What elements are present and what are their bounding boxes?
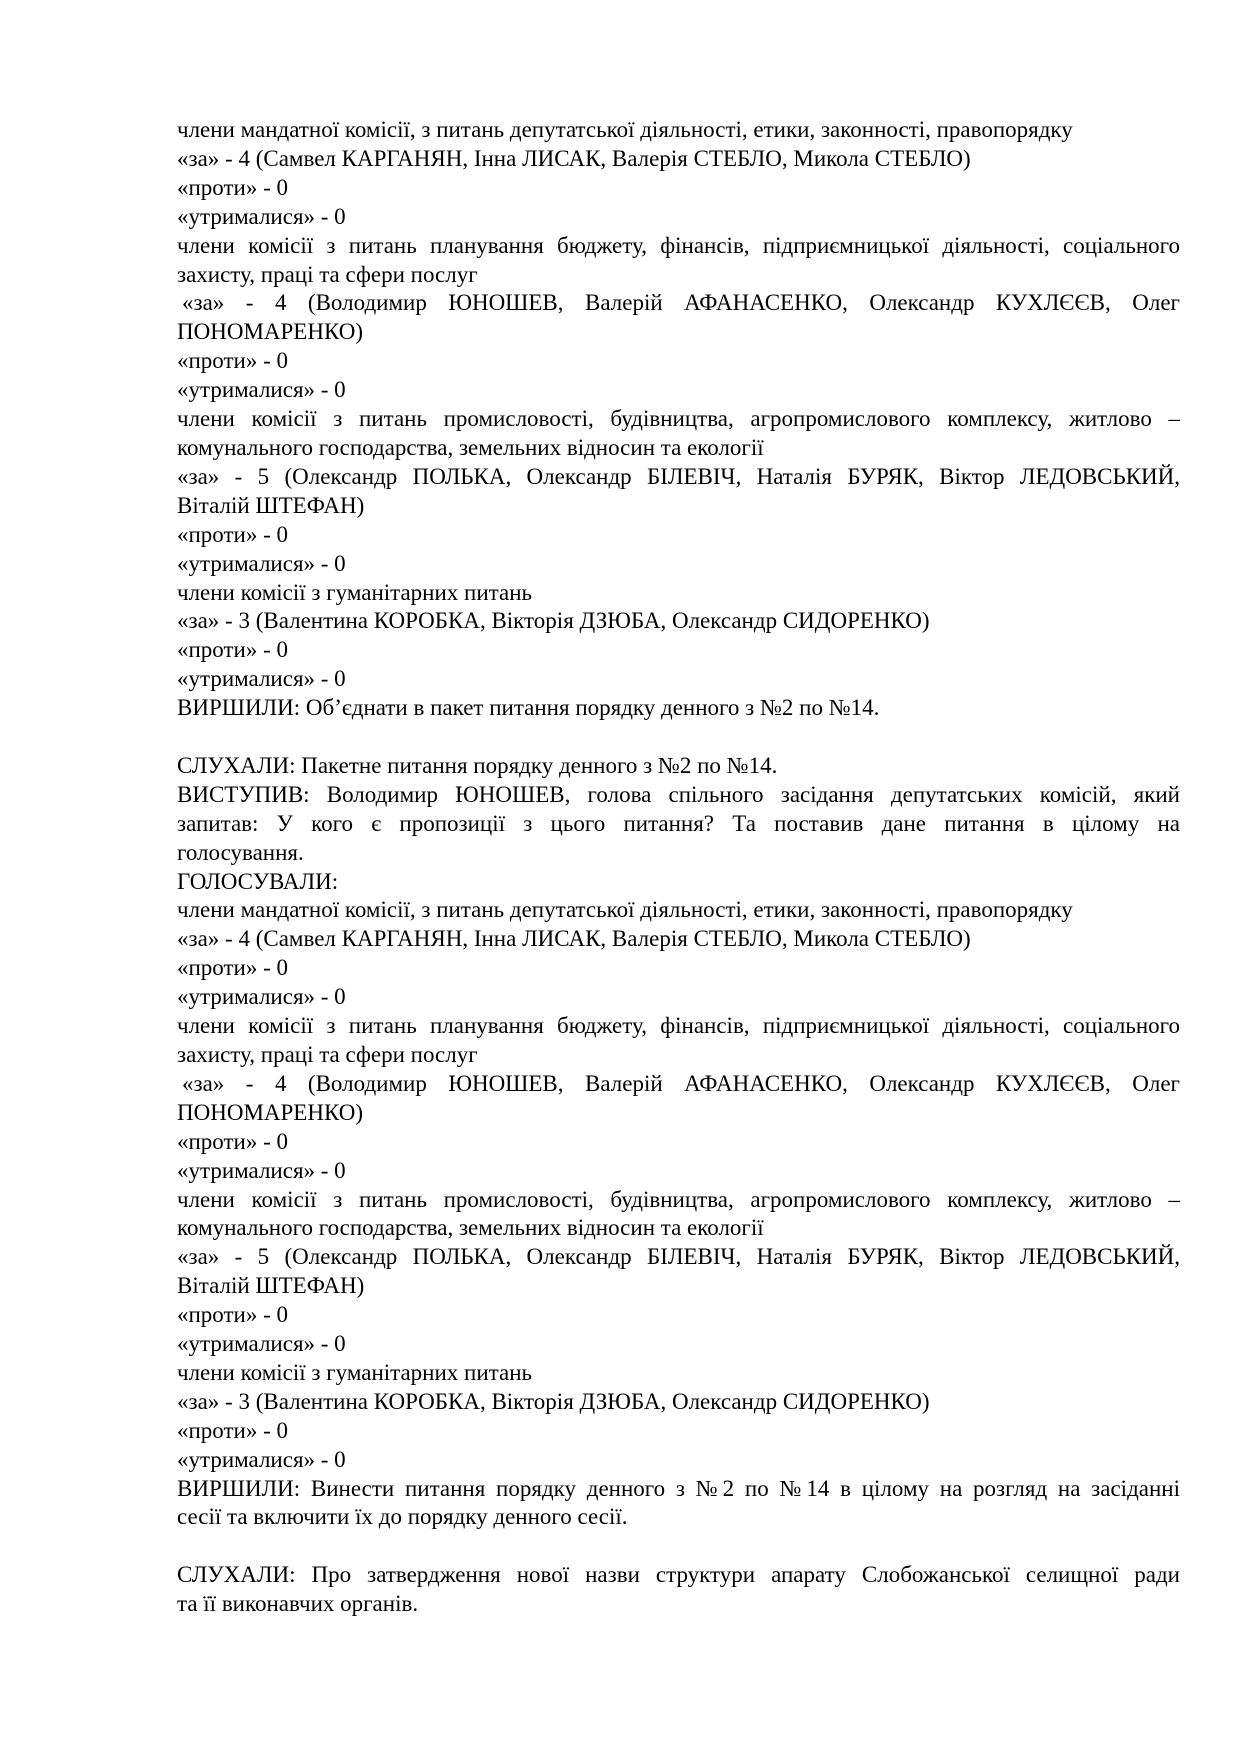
paragraph-gap [177, 1532, 1180, 1561]
text-line: «проти» - 0 [177, 174, 289, 200]
text-line: ПОНОМАРЕНКО) [177, 319, 363, 345]
text-line: ПОНОМАРЕНКО) [177, 1099, 363, 1125]
text-line: Віталій ШТЕФАН) [177, 1273, 365, 1299]
text-line: ВИРШИЛИ: Винести питання порядку денного з №2 по №14 в цілому на розгляд на засіданні [177, 1475, 1180, 1501]
text-line: члени комісії з питань планування бюджету, фінансів, підприємницької діяльності, соціального [177, 1013, 1180, 1039]
text-line: члени мандатної комісії, з питань депутатської діяльності, етики, законності, правопорядку [177, 897, 1073, 923]
text-line: СЛУХАЛИ: Про затвердження нової назви структури апарату Слобожанської селищної ради [177, 1562, 1180, 1588]
text-line: «за» - 5 (Олександр ПОЛЬКА, Олександр БІЛЕВІЧ, Наталія БУРЯК, Віктор ЛЕДОВСЬКИЙ, [177, 1244, 1180, 1270]
text-line: «утрималися» - 0 [177, 550, 346, 576]
text-line: «за» - 5 (Олександр ПОЛЬКА, Олександр БІЛЕВІЧ, Наталія БУРЯК, Віктор ЛЕДОВСЬКИЙ, [177, 463, 1180, 489]
text-line: «утрималися» - 0 [177, 203, 346, 229]
text-line: ГОЛОСУВАЛИ: [177, 868, 339, 894]
text-line: «за» - 3 (Валентина КОРОБКА, Вікторія ДЗЮБА, Олександр СИДОРЕНКО) [177, 608, 930, 634]
text-line: СЛУХАЛИ: Пакетне питання порядку денного з №2 по №14. [177, 752, 778, 778]
text-line: «проти» - 0 [177, 637, 289, 663]
text-line: голосування. [177, 839, 304, 865]
text-line: «утрималися» - 0 [177, 984, 346, 1010]
text-line: «проти» - 0 [177, 521, 289, 547]
text-line: члени комісії з гуманітарних питань [177, 1359, 533, 1385]
text-line: запитав: У кого є пропозиції з цього питання? Та поставив дане питання в цілому на [177, 810, 1180, 836]
text-line: «утрималися» - 0 [177, 666, 346, 692]
text-line: «за» - 4 (Володимир ЮНОШЕВ, Валерій АФАНАСЕНКО, Олександр КУХЛЄЄВ, Олег [182, 290, 1180, 316]
text-line: «за» - 4 (Самвел КАРГАНЯН, Інна ЛИСАК, Валерія СТЕБЛО, Микола СТЕБЛО) [177, 145, 971, 171]
text-line: «утрималися» - 0 [177, 377, 346, 403]
text-line: сесії та включити їх до порядку денного сесії. [177, 1504, 628, 1530]
text-line: «проти» - 0 [177, 955, 289, 981]
text-line: «проти» - 0 [177, 1302, 289, 1328]
text-line: «утрималися» - 0 [177, 1446, 346, 1472]
text-line: «утрималися» - 0 [177, 1331, 346, 1357]
text-line: члени мандатної комісії, з питань депутатської діяльності, етики, законності, правопорядку [177, 117, 1073, 142]
text-line: «проти» - 0 [177, 1417, 289, 1443]
text-line: «за» - 4 (Самвел КАРГАНЯН, Інна ЛИСАК, Валерія СТЕБЛО, Микола СТЕБЛО) [177, 926, 971, 952]
text-line: члени комісії з питань промисловості, будівництва, агропромислового комплексу, житлово – [177, 406, 1180, 432]
text-line: Віталій ШТЕФАН) [177, 492, 365, 518]
text-line: та її виконавчих органів. [177, 1591, 419, 1617]
text-line: члени комісії з питань промисловості, будівництва, агропромислового комплексу, житлово – [177, 1186, 1180, 1212]
text-line: ВИРШИЛИ: Об’єднати в пакет питання порядку денного з №2 по №14. [177, 695, 880, 721]
text-line: члени комісії з гуманітарних питань [177, 579, 533, 605]
text-line: комунального господарства, земельних відносин та екології [177, 1215, 764, 1241]
text-line: «проти» - 0 [177, 1128, 289, 1154]
text-line: ВИСТУПИВ: Володимир ЮНОШЕВ, голова спільного засідання депутатських комісій, який [177, 781, 1180, 807]
text-line: «проти» - 0 [177, 348, 289, 374]
text-line: «за» - 3 (Валентина КОРОБКА, Вікторія ДЗЮБА, Олександр СИДОРЕНКО) [177, 1388, 930, 1414]
text-line: захисту, праці та сфери послуг [177, 1041, 478, 1067]
document-body [177, 116, 1180, 1619]
text-line: «утрималися» - 0 [177, 1157, 346, 1183]
text-line: члени комісії з питань планування бюджету, фінансів, підприємницької діяльності, соціального [177, 232, 1180, 258]
text-line: «за» - 4 (Володимир ЮНОШЕВ, Валерій АФАНАСЕНКО, Олександр КУХЛЄЄВ, Олег [182, 1070, 1180, 1096]
text-line: комунального господарства, земельних відносин та екології [177, 434, 764, 460]
paragraph-gap [177, 723, 1180, 752]
text-line: захисту, праці та сфери послуг [177, 261, 478, 287]
